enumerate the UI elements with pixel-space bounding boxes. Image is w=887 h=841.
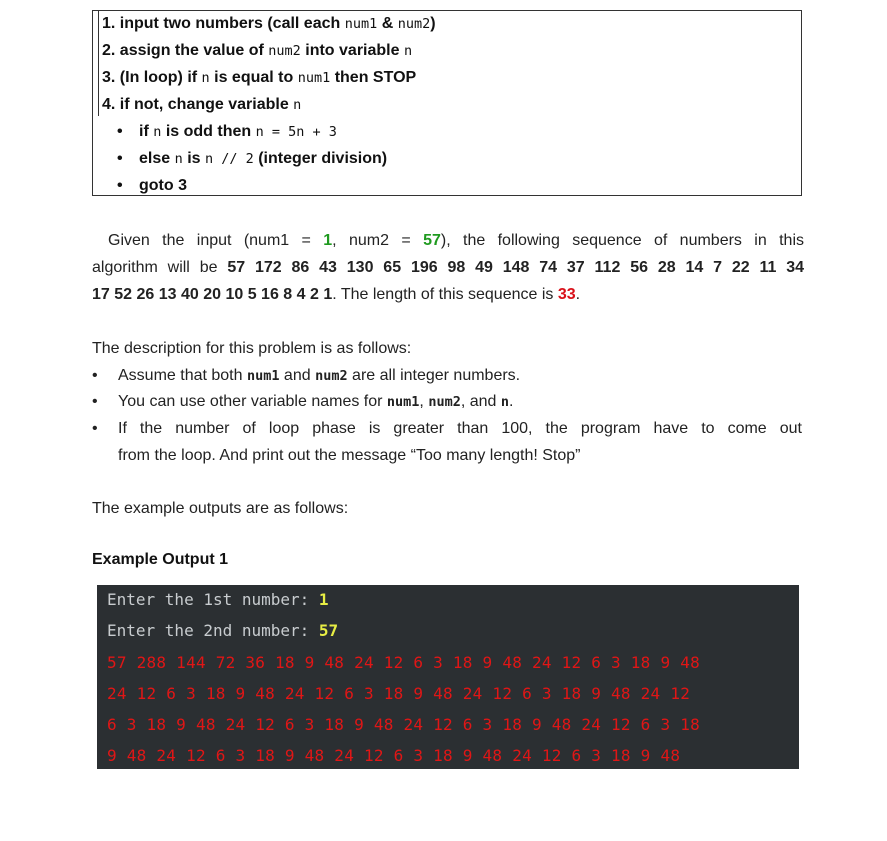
console-input-1: 1 [318, 590, 329, 609]
step1-amp: & [381, 15, 394, 32]
given-text-3: ), the following sequence of numbers in this [440, 232, 805, 249]
given-text-5: . The length of this sequence is [332, 286, 558, 303]
algo-step-4 [102, 96, 301, 114]
algorithm-box [92, 10, 802, 196]
b1-var2: num2 [315, 368, 348, 384]
b2-text-b: , [419, 393, 429, 410]
step3-var1: n [201, 70, 210, 86]
b2-var3: n [500, 394, 509, 410]
algo-substep-odd [117, 123, 337, 141]
description-intro: The description for this problem is as follows: [92, 340, 412, 357]
b3-line-2: from the loop. And print out the message “Too many length! Stop” [118, 447, 581, 464]
b2-var2: num2 [428, 394, 461, 410]
algo-substep-goto [117, 177, 187, 195]
b2-text-d: . [509, 393, 514, 410]
sub1-text-a: if [139, 123, 149, 140]
b2-var1: num1 [386, 394, 420, 410]
console-prompt-2: Enter the 2nd number: [107, 621, 319, 640]
step4-text: 4. if not, change variable [102, 96, 289, 113]
sequence-part-2: 17 52 26 13 40 20 10 5 16 8 4 2 1 [92, 286, 333, 303]
given-line-2 [92, 259, 804, 277]
step2-var2: n [403, 43, 413, 59]
sub2-text-b: is [187, 150, 201, 167]
b3-line-1: If the number of loop phase is greater than 100, the program have to come out [118, 420, 802, 437]
sub2-var2: n // 2 [204, 151, 254, 167]
sub2-var1: n [174, 151, 183, 167]
sub1-var2: n = 5n + 3 [255, 124, 337, 140]
given-text-1: Given the input (num1 = [108, 232, 324, 249]
step1-end: ) [430, 15, 436, 32]
step3-var2: num1 [297, 70, 331, 86]
bullet-icon: • [117, 177, 123, 194]
examples-intro: The example outputs are as follows: [92, 500, 349, 517]
sub1-var1: n [153, 124, 162, 140]
given-text-2: , num2 = [332, 232, 424, 249]
console-prompt-1: Enter the 1st number: [107, 590, 319, 609]
console-output-line-4: 9 48 24 12 6 3 18 9 48 24 12 6 3 18 9 48 24 12 6 3 18 9 48 [107, 746, 681, 765]
console-output [97, 585, 799, 769]
console-output-line-2: 24 12 6 3 18 9 48 24 12 6 3 18 9 48 24 12 6 3 18 9 48 24 12 [107, 684, 691, 703]
bullet-icon: • [117, 123, 123, 140]
given-text-4: algorithm will be [92, 259, 228, 276]
b2-text-c: , and [460, 393, 501, 410]
step2-text: 2. assign the value of [102, 42, 264, 59]
algo-step-1 [102, 15, 436, 33]
step2-var1: num2 [268, 43, 301, 59]
given-num2: 57 [423, 232, 441, 249]
given-line-1 [92, 232, 804, 250]
step3-text: 3. (In loop) if [102, 69, 198, 86]
given-line-3 [92, 286, 804, 304]
algo-substep-else [117, 150, 387, 168]
sub2-text-c: (integer division) [258, 150, 388, 167]
algo-step-2 [102, 42, 412, 60]
example-heading: Example Output 1 [92, 551, 229, 568]
b1-text-a: Assume that both [118, 367, 247, 384]
b1-text-c: are all integer numbers. [347, 367, 521, 384]
bullet-icon: • [92, 393, 98, 410]
console-output-line-3: 6 3 18 9 48 24 12 6 3 18 9 48 24 12 6 3 18 9 48 24 12 6 3 18 [107, 715, 700, 734]
sequence-part-1: 57 172 86 43 130 65 196 98 49 148 74 37 112 56 28 14 7 22 11 34 [227, 259, 805, 276]
step4-var1: n [293, 97, 302, 113]
step3-end: then STOP [334, 69, 417, 86]
b2-text-a: You can use other variable names for [118, 393, 387, 410]
description-bullet-2 [92, 393, 513, 411]
b1-var1: num1 [246, 368, 280, 384]
console-line-2 [107, 621, 338, 640]
sub2-text-a: else [139, 150, 171, 167]
bullet-icon: • [117, 150, 123, 167]
sequence-length: 33 [557, 286, 576, 303]
given-text-6: . [575, 286, 581, 303]
sub3-text: goto 3 [139, 177, 187, 194]
step1-var1: num1 [344, 16, 378, 32]
step1-text: 1. input two numbers (call each [102, 15, 341, 32]
step1-var2: num2 [397, 16, 431, 32]
console-line-1 [107, 590, 329, 609]
bullet-icon: • [92, 367, 98, 384]
given-num1: 1 [323, 232, 333, 249]
sub1-text-b: is odd then [165, 123, 252, 140]
description-bullet-3 [92, 420, 118, 438]
step3-mid: is equal to [214, 69, 294, 86]
console-input-2: 57 [318, 621, 339, 640]
description-bullet-1 [92, 367, 520, 385]
step2-mid: into variable [305, 42, 400, 59]
console-output-line-1: 57 288 144 72 36 18 9 48 24 12 6 3 18 9 48 24 12 6 3 18 9 48 [107, 653, 700, 672]
box-divider [98, 11, 99, 116]
bullet-icon: • [92, 420, 98, 437]
algo-step-3 [102, 69, 416, 87]
b1-text-b: and [279, 367, 316, 384]
